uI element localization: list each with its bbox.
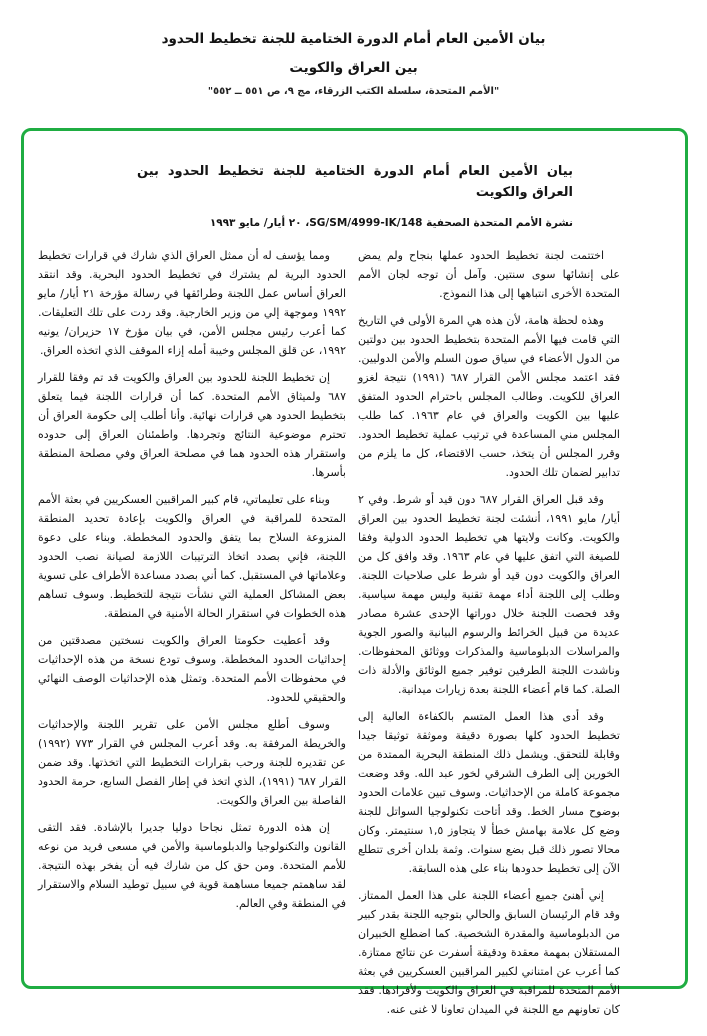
document-frame (21, 128, 688, 1016)
paragraph: ومما يؤسف له أن ممثل العراق الذي شارك في قرارات تخطيط الحدود البرية لم يشترك في تخطيط الحدود البحرية. وقد انتقد العراق أساس عمل اللجنة وطرائقها في رسالة مؤرخة ٢١ أيار/ مايو ١٩٩٢ وموجهة إلي من وزير الخارجية. وقد ردت على تلك التعليقات. كما أعرب رئيس مجلس الأمن، في بيان مؤرخ ١٧ حزيران/ يونيه ١٩٩٢، عن قلق المجلس وخيبة أمله إزاء الموقف الذي اتخذه العراق. (38, 249, 347, 357)
paragraph: إني أهنئ جميع أعضاء اللجنة على هذا العمل الممتاز. وقد قام الرئيسان السابق والحالي بتوجيه اللجنة بقدر كبير من الدبلوماسية والمقدرة الشخصية. كما اضطلع الخبيران المستقلان بمهمة معقدة ودقيقة أسفرت عن نتائج ممتازة. كما أعرب عن امتناني لكبير المراقبين العسكريين في بعثة الأمم المتحدة للمراقبة في العراق والكويت ولأفرادها. فقد كان تعاونهم مع اللجنة في الميدان تعاونا لا غنى عنه. (358, 889, 620, 1016)
paragraph: وبناء على تعليماتي، قام كبير المراقبين العسكريين في بعثة الأمم المتحدة للمراقبة في العراق والكويت بإعادة تحديد المنطقة المنزوعة السلاح بما يتفق والحدود المخططة. وبناء على دعوة اللجنة، فإني بصدد اتخاذ الترتيبات اللازمة لصيانة نصب الحدود وعلاماتها في المستقبل. كما أني بصدد مساعدة الأطراف على تسوية بعض المشاكل العملية التي نشأت نتيجة للتخطيط. وسوف تساهم هذه الخطوات في استقرار الحالة الأمنية في المنطقة. (38, 493, 346, 620)
paragraph: وقد قبل العراق القرار ٦٨٧ دون قيد أو شرط. وفي ٢ أيار/ مايو ١٩٩١، أنشئت لجنة تخطيط الحدود بين العراق والكويت. وكانت ولايتها هي تخطيط الحدود الدولية وفقا للصيغة التي اتفق عليها في عام ١٩٦٣. وقد وافق كل من العراق والكويت دون قيد أو شرط على صلاحيات اللجنة. وطلب إلى اللجنة أداء مهمة تقنية وليس مهمة سياسية. وقد فحصت اللجنة خلال دوراتها الإحدى عشرة مصادر عديدة من قبيل الخرائط والرسوم البيانية والصور الجوية والمراسلات الدبلوماسية والمذكرات ووثائق المحفوظات. وناشدت اللجنة الطرفين توفير جميع الوثائق والأدلة ذات الصلة. كما قام أعضاء اللجنة بعدة زيارات ميدانية. (358, 493, 620, 696)
paragraph: إن تخطيط اللجنة للحدود بين العراق والكويت قد تم وفقا للقرار ٦٨٧ ولميثاق الأمم المتحدة. كما أن قرارات اللجنة فيما يتعلق بتخطيط الحدود هي قرارات نهائية. وأنا أطلب إلى حكومة العراق أن تحترم موضوعية النتائج وتجردها. واطمئنان العراق إلى حدوده واستقرار هذه الحدود هما في مصلحة العراق وفي مصلحة المنطقة بأسرها. (38, 371, 346, 479)
header-source-citation: "الأمم المتحدة، سلسلة الكتب الزرقاء، مج ٩، ص ٥٥١ ــ ٥٥٢" (207, 86, 500, 97)
header-title-line2: بين العراق والكويت (289, 60, 418, 76)
press-release-reference: نشرة الأمم المتحدة الصحفية SG/SM/4999-IK/148، ٢٠ أيار/ مايو ١٩٩٣ (209, 217, 573, 229)
paragraph: وقد أعطيت حكومتا العراق والكويت نسختين مصدقتين من إحداثيات الحدود المخططة. وسوف تودع نسخة من هذه الإحداثيات في محفوظات الأمم المتحدة. وتمثل هذه الإحداثيات الوصف النهائي والحقيقي للحدود. (38, 634, 346, 704)
statement-title: بيان الأمين العام أمام الدورة الختامية للجنة تخطيط الحدود بين العراق والكويت (137, 164, 573, 200)
header-title-line1: بيان الأمين العام أمام الدورة الختامية للجنة تخطيط الحدود (161, 31, 546, 47)
column-second-reading (38, 246, 346, 1019)
page-header (0, 0, 707, 97)
paragraph: وهذه لحظة هامة، لأن هذه هي المرة الأولى في التاريخ التي قامت فيها الأمم المتحدة بتخطيط الحدود بين دولتين من الدول الأعضاء في سياق صون السلم والأمن الدوليين. فقد اعتمد مجلس الأمن القرار ٦٨٧ (١٩٩١) نتيجة لغزو العراق للكويت. وطالب المجلس باحترام الحدود المتفق عليها بين الكويت والعراق في عام ١٩٦٣. كما طلب المجلس مني المساعدة في ترتيب عملية تخطيط الحدود. وقرر المجلس أن يتخذ، حسب الاقتضاء، كل ما يلزم من تدابير لضمان تلك الحدود. (358, 314, 621, 479)
column-first-reading (358, 246, 620, 1019)
paragraph: اختتمت لجنة تخطيط الحدود عملها بنجاح ولم يمض على إنشائها سوى سنتين. وآمل أن توجه لجان الأمم المتحدة الأخرى انتباهها إلى هذا النموذج. (358, 249, 620, 300)
paragraph: وقد أدى هذا العمل المتسم بالكفاءة العالية إلى تخطيط الحدود كلها بصورة دقيقة وموثقة توثيقا جيدا وقابلة للتحقق. ويشمل ذلك المنطقة البحرية الممتدة من الخورين إلى الطرف الشرقي لخور عبد الله. وقد وضعت مجموعة كاملة من الإحداثيات. وسوف تبين علامات الحدود بوضوح مسار الخط. وقد أتاحت تكنولوجيا السواتل للجنة وضع كل علامة بهامش خطأ لا يتجاوز ١,٥ سنتيمتر. وكان محالا تصور ذلك قبل بضع سنوات. وثمة بلدان أخرى تتطلع الآن إلى تخطيط حدودها بناء على هذه السابقة. (358, 710, 620, 875)
paragraph: وسوف أطلع مجلس الأمن على تقرير اللجنة والإحداثيات والخريطة المرفقة به. وقد أعرب المجلس في القرار ٧٧٣ (١٩٩٢) عن تقديره للجنة ورحب بقرارات التخطيط التي اتخذتها. وقد ضمن القرار ٦٨٧ (١٩٩١)، الذي اتخذ في إطار الفصل السابع، حرمة الحدود الفاصلة بين العراق والكويت. (38, 718, 347, 807)
paragraph: إن هذه الدورة تمثل نجاحا دوليا جديرا بالإشادة. فقد التقى القانون والتكنولوجيا والدبلوماسية والأمن في مسعى فريد من نوعه للأمم المتحدة. ومن حق كل من شارك فيه أن يفخر بهذه النتيجة. لقد ساهمتم جميعا مساهمة قوية في سبيل توطيد السلام والاستقرار في المنطقة وفي العالم. (38, 821, 346, 910)
two-column-text (38, 246, 620, 1019)
